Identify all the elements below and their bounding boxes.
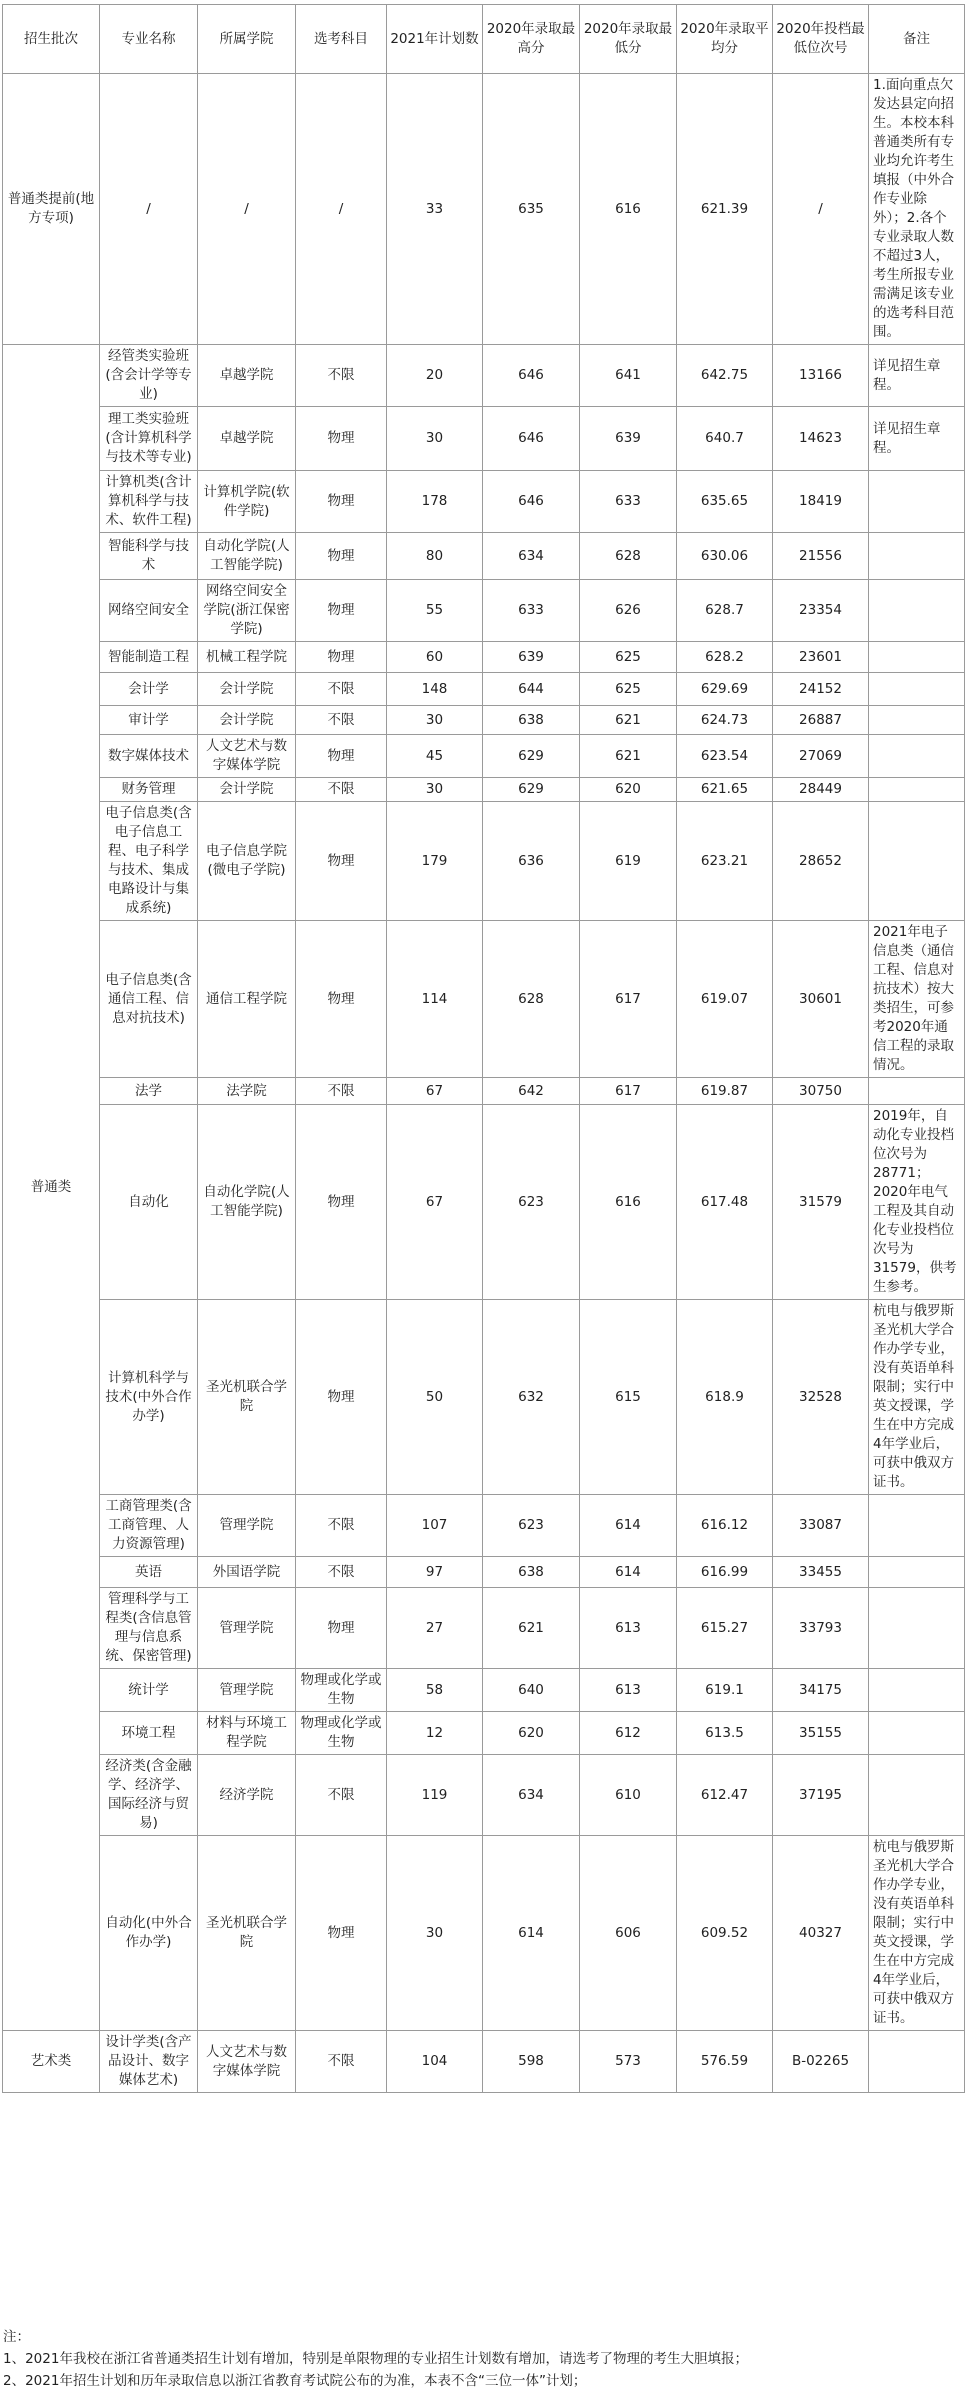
cell-note <box>869 1557 965 1588</box>
cell-plan: 179 <box>387 802 483 921</box>
cell-max-score: 614 <box>483 1836 580 2031</box>
header-batch: 招生批次 <box>3 5 100 74</box>
cell-min-score: 573 <box>580 2031 677 2093</box>
cell-plan: 58 <box>387 1669 483 1712</box>
cell-subject: / <box>296 74 387 345</box>
cell-plan: 30 <box>387 1836 483 2031</box>
cell-plan: 107 <box>387 1495 483 1557</box>
cell-plan: 67 <box>387 1105 483 1300</box>
cell-plan: 104 <box>387 2031 483 2093</box>
footnotes <box>3 2326 748 2392</box>
table-row <box>3 1755 965 1836</box>
cell-plan: 20 <box>387 345 483 407</box>
cell-min-score: 606 <box>580 1836 677 2031</box>
cell-major: 财务管理 <box>100 778 198 802</box>
cell-plan: 30 <box>387 706 483 735</box>
cell-min-score: 614 <box>580 1495 677 1557</box>
cell-subject: 物理 <box>296 735 387 778</box>
cell-major: 电子信息类(含通信工程、信息对抗技术) <box>100 921 198 1078</box>
cell-avg-score: 576.59 <box>677 2031 773 2093</box>
cell-max-score: 620 <box>483 1712 580 1755</box>
admissions-table <box>2 4 965 2093</box>
cell-subject: 物理 <box>296 1836 387 2031</box>
cell-avg-score: 630.06 <box>677 533 773 580</box>
table-row <box>3 802 965 921</box>
table-row <box>3 345 965 407</box>
cell-note: 杭电与俄罗斯圣光机大学合作办学专业，没有英语单科限制；实行中英文授课，学生在中方完成4年学业后，可获中俄双方证书。 <box>869 1836 965 2031</box>
cell-avg-score: 615.27 <box>677 1588 773 1669</box>
cell-min-rank: 33455 <box>773 1557 869 1588</box>
cell-college: 经济学院 <box>198 1755 296 1836</box>
cell-college: 材料与环境工程学院 <box>198 1712 296 1755</box>
cell-min-score: 617 <box>580 921 677 1078</box>
cell-plan: 33 <box>387 74 483 345</box>
cell-avg-score: 612.47 <box>677 1755 773 1836</box>
cell-major: 环境工程 <box>100 1712 198 1755</box>
table-row <box>3 1669 965 1712</box>
cell-avg-score: 619.07 <box>677 921 773 1078</box>
cell-note <box>869 735 965 778</box>
cell-max-score: 598 <box>483 2031 580 2093</box>
table-row <box>3 1078 965 1105</box>
cell-major: 网络空间安全 <box>100 580 198 642</box>
cell-batch: 普通类提前(地方专项) <box>3 74 100 345</box>
cell-plan: 27 <box>387 1588 483 1669</box>
cell-max-score: 634 <box>483 533 580 580</box>
cell-min-rank: 27069 <box>773 735 869 778</box>
cell-college: 圣光机联合学院 <box>198 1836 296 2031</box>
cell-min-rank: 23354 <box>773 580 869 642</box>
cell-max-score: 639 <box>483 642 580 673</box>
cell-subject: 不限 <box>296 1755 387 1836</box>
cell-note: 详见招生章程。 <box>869 407 965 471</box>
cell-min-rank: 32528 <box>773 1300 869 1495</box>
cell-max-score: 638 <box>483 1557 580 1588</box>
cell-major: 统计学 <box>100 1669 198 1712</box>
table-row <box>3 1712 965 1755</box>
cell-max-score: 636 <box>483 802 580 921</box>
table-row <box>3 735 965 778</box>
cell-subject: 物理 <box>296 533 387 580</box>
cell-plan: 45 <box>387 735 483 778</box>
cell-plan: 119 <box>387 1755 483 1836</box>
cell-subject: 不限 <box>296 1557 387 1588</box>
cell-plan: 60 <box>387 642 483 673</box>
cell-note <box>869 802 965 921</box>
cell-min-score: 616 <box>580 1105 677 1300</box>
cell-avg-score: 623.54 <box>677 735 773 778</box>
cell-note <box>869 642 965 673</box>
cell-subject: 物理或化学或生物 <box>296 1712 387 1755</box>
cell-subject: 不限 <box>296 345 387 407</box>
cell-major: 自动化 <box>100 1105 198 1300</box>
cell-max-score: 635 <box>483 74 580 345</box>
cell-plan: 30 <box>387 778 483 802</box>
cell-note <box>869 2031 965 2093</box>
cell-avg-score: 616.99 <box>677 1557 773 1588</box>
header-subject: 选考科目 <box>296 5 387 74</box>
cell-college: 人文艺术与数字媒体学院 <box>198 735 296 778</box>
cell-college: 管理学院 <box>198 1588 296 1669</box>
cell-note <box>869 471 965 533</box>
cell-max-score: 629 <box>483 735 580 778</box>
cell-min-rank: 18419 <box>773 471 869 533</box>
cell-major: 理工类实验班(含计算机科学与技术等专业) <box>100 407 198 471</box>
cell-batch: 普通类 <box>3 345 100 2031</box>
cell-min-score: 620 <box>580 778 677 802</box>
cell-subject: 物理 <box>296 642 387 673</box>
cell-college: 通信工程学院 <box>198 921 296 1078</box>
cell-avg-score: 624.73 <box>677 706 773 735</box>
cell-subject: 不限 <box>296 1495 387 1557</box>
cell-min-rank: 14623 <box>773 407 869 471</box>
cell-subject: 不限 <box>296 778 387 802</box>
cell-min-rank: 28449 <box>773 778 869 802</box>
cell-note <box>869 1669 965 1712</box>
table-row <box>3 74 965 345</box>
cell-min-rank: B-02265 <box>773 2031 869 2093</box>
cell-min-rank: 33087 <box>773 1495 869 1557</box>
cell-note <box>869 778 965 802</box>
cell-min-rank: 31579 <box>773 1105 869 1300</box>
cell-note <box>869 1495 965 1557</box>
cell-avg-score: 609.52 <box>677 1836 773 2031</box>
cell-college: 卓越学院 <box>198 407 296 471</box>
cell-college: 管理学院 <box>198 1669 296 1712</box>
cell-min-rank: 30750 <box>773 1078 869 1105</box>
cell-min-rank: 34175 <box>773 1669 869 1712</box>
cell-subject: 物理 <box>296 407 387 471</box>
table-row <box>3 407 965 471</box>
cell-max-score: 628 <box>483 921 580 1078</box>
cell-min-score: 625 <box>580 642 677 673</box>
cell-min-score: 626 <box>580 580 677 642</box>
header-college: 所属学院 <box>198 5 296 74</box>
cell-subject: 不限 <box>296 1078 387 1105</box>
cell-plan: 148 <box>387 673 483 706</box>
cell-college: 管理学院 <box>198 1495 296 1557</box>
cell-min-rank: 28652 <box>773 802 869 921</box>
cell-avg-score: 635.65 <box>677 471 773 533</box>
footnote-2: 2、2021年招生计划和历年录取信息以浙江省教育考试院公布的为准，本表不含“三位一体”计划； <box>3 2373 587 2389</box>
cell-subject: 物理 <box>296 1588 387 1669</box>
table-row <box>3 1557 965 1588</box>
cell-college: 计算机学院(软件学院) <box>198 471 296 533</box>
cell-min-rank: 23601 <box>773 642 869 673</box>
cell-college: 外国语学院 <box>198 1557 296 1588</box>
cell-plan: 50 <box>387 1300 483 1495</box>
table-row <box>3 1836 965 2031</box>
header-min-rank: 2020年投档最低位次号 <box>773 5 869 74</box>
cell-plan: 114 <box>387 921 483 1078</box>
cell-plan: 178 <box>387 471 483 533</box>
cell-college: 网络空间安全学院(浙江保密学院) <box>198 580 296 642</box>
cell-note: 详见招生章程。 <box>869 345 965 407</box>
cell-avg-score: 640.7 <box>677 407 773 471</box>
cell-max-score: 646 <box>483 407 580 471</box>
cell-subject: 物理 <box>296 802 387 921</box>
cell-note: 2021年电子信息类（通信工程、信息对抗技术）按大类招生，可参考2020年通信工程的录取情况。 <box>869 921 965 1078</box>
footnote-1: 1、2021年我校在浙江省普通类招生计划有增加，特别是单限物理的专业招生计划数有增加，请选考了物理的考生大胆填报； <box>3 2351 748 2367</box>
cell-max-score: 634 <box>483 1755 580 1836</box>
cell-note: 2019年，自动化专业投档位次号为28771；2020年电气工程及其自动化专业投档位次号为31579，供考生参考。 <box>869 1105 965 1300</box>
cell-major: 经管类实验班(含会计学等专业) <box>100 345 198 407</box>
cell-college: 机械工程学院 <box>198 642 296 673</box>
cell-subject: 物理或化学或生物 <box>296 1669 387 1712</box>
footnote-title: 注： <box>3 2329 30 2345</box>
table-row <box>3 642 965 673</box>
cell-avg-score: 618.9 <box>677 1300 773 1495</box>
cell-college: 自动化学院(人工智能学院) <box>198 1105 296 1300</box>
cell-max-score: 633 <box>483 580 580 642</box>
cell-min-score: 613 <box>580 1669 677 1712</box>
cell-major: 英语 <box>100 1557 198 1588</box>
cell-major: 智能制造工程 <box>100 642 198 673</box>
cell-avg-score: 628.7 <box>677 580 773 642</box>
cell-avg-score: 628.2 <box>677 642 773 673</box>
cell-min-score: 628 <box>580 533 677 580</box>
cell-major: 计算机科学与技术(中外合作办学) <box>100 1300 198 1495</box>
cell-college: 自动化学院(人工智能学院) <box>198 533 296 580</box>
cell-college: 卓越学院 <box>198 345 296 407</box>
cell-college: 会计学院 <box>198 706 296 735</box>
table-row <box>3 706 965 735</box>
cell-subject: 物理 <box>296 921 387 1078</box>
table-row <box>3 921 965 1078</box>
cell-note: 1.面向重点欠发达县定向招生。本校本科普通类所有专业均允许考生填报（中外合作专业除外）；2.各个专业录取人数不超过3人，考生所报专业需满足该专业的选考科目范围。 <box>869 74 965 345</box>
cell-avg-score: 617.48 <box>677 1105 773 1300</box>
cell-major: 电子信息类(含电子信息工程、电子科学与技术、集成电路设计与集成系统) <box>100 802 198 921</box>
header-max-score: 2020年录取最高分 <box>483 5 580 74</box>
cell-min-score: 639 <box>580 407 677 471</box>
cell-min-score: 641 <box>580 345 677 407</box>
cell-plan: 55 <box>387 580 483 642</box>
cell-subject: 不限 <box>296 2031 387 2093</box>
cell-avg-score: 629.69 <box>677 673 773 706</box>
cell-college: 圣光机联合学院 <box>198 1300 296 1495</box>
cell-min-rank: 30601 <box>773 921 869 1078</box>
cell-max-score: 621 <box>483 1588 580 1669</box>
cell-min-score: 610 <box>580 1755 677 1836</box>
cell-major: 审计学 <box>100 706 198 735</box>
cell-avg-score: 642.75 <box>677 345 773 407</box>
header-major: 专业名称 <box>100 5 198 74</box>
cell-major: 智能科学与技术 <box>100 533 198 580</box>
cell-college: 会计学院 <box>198 778 296 802</box>
cell-max-score: 623 <box>483 1495 580 1557</box>
cell-college: 电子信息学院(微电子学院) <box>198 802 296 921</box>
cell-max-score: 646 <box>483 345 580 407</box>
cell-avg-score: 616.12 <box>677 1495 773 1557</box>
cell-note <box>869 1078 965 1105</box>
cell-plan: 12 <box>387 1712 483 1755</box>
cell-major: 工商管理类(含工商管理、人力资源管理) <box>100 1495 198 1557</box>
cell-plan: 80 <box>387 533 483 580</box>
cell-note: 杭电与俄罗斯圣光机大学合作办学专业，没有英语单科限制；实行中英文授课，学生在中方完成4年学业后，可获中俄双方证书。 <box>869 1300 965 1495</box>
cell-note <box>869 673 965 706</box>
cell-min-rank: 24152 <box>773 673 869 706</box>
header-min-score: 2020年录取最低分 <box>580 5 677 74</box>
cell-avg-score: 621.39 <box>677 74 773 345</box>
header-row <box>3 5 965 74</box>
cell-min-score: 621 <box>580 706 677 735</box>
cell-avg-score: 623.21 <box>677 802 773 921</box>
cell-major: 管理科学与工程类(含信息管理与信息系统、保密管理) <box>100 1588 198 1669</box>
cell-plan: 97 <box>387 1557 483 1588</box>
cell-max-score: 642 <box>483 1078 580 1105</box>
cell-subject: 物理 <box>296 471 387 533</box>
cell-max-score: 623 <box>483 1105 580 1300</box>
cell-college: 人文艺术与数字媒体学院 <box>198 2031 296 2093</box>
cell-major: 设计学类(含产品设计、数字媒体艺术) <box>100 2031 198 2093</box>
cell-major: 自动化(中外合作办学) <box>100 1836 198 2031</box>
cell-avg-score: 619.87 <box>677 1078 773 1105</box>
cell-min-score: 613 <box>580 1588 677 1669</box>
cell-min-rank: 35155 <box>773 1712 869 1755</box>
cell-min-score: 614 <box>580 1557 677 1588</box>
cell-major: 数字媒体技术 <box>100 735 198 778</box>
table-row <box>3 533 965 580</box>
cell-subject: 不限 <box>296 706 387 735</box>
cell-major: / <box>100 74 198 345</box>
cell-note <box>869 1712 965 1755</box>
cell-major: 经济类(含金融学、经济学、国际经济与贸易) <box>100 1755 198 1836</box>
cell-college: / <box>198 74 296 345</box>
cell-max-score: 632 <box>483 1300 580 1495</box>
cell-subject: 物理 <box>296 580 387 642</box>
header-plan: 2021年计划数 <box>387 5 483 74</box>
cell-min-score: 619 <box>580 802 677 921</box>
cell-min-rank: 26887 <box>773 706 869 735</box>
table-row <box>3 1300 965 1495</box>
cell-note <box>869 580 965 642</box>
table-row <box>3 580 965 642</box>
cell-avg-score: 621.65 <box>677 778 773 802</box>
cell-min-score: 633 <box>580 471 677 533</box>
cell-min-score: 616 <box>580 74 677 345</box>
cell-major: 会计学 <box>100 673 198 706</box>
table-row <box>3 778 965 802</box>
cell-min-rank: 13166 <box>773 345 869 407</box>
cell-max-score: 640 <box>483 1669 580 1712</box>
cell-college: 法学院 <box>198 1078 296 1105</box>
cell-subject: 不限 <box>296 673 387 706</box>
cell-avg-score: 619.1 <box>677 1669 773 1712</box>
table-row <box>3 673 965 706</box>
cell-min-rank: 37195 <box>773 1755 869 1836</box>
cell-subject: 物理 <box>296 1105 387 1300</box>
cell-note <box>869 1588 965 1669</box>
cell-major: 法学 <box>100 1078 198 1105</box>
cell-note <box>869 1755 965 1836</box>
table-row <box>3 1105 965 1300</box>
cell-plan: 67 <box>387 1078 483 1105</box>
cell-batch: 艺术类 <box>3 2031 100 2093</box>
cell-min-rank: 33793 <box>773 1588 869 1669</box>
cell-max-score: 644 <box>483 673 580 706</box>
cell-college: 会计学院 <box>198 673 296 706</box>
cell-note <box>869 706 965 735</box>
cell-max-score: 646 <box>483 471 580 533</box>
cell-major: 计算机类(含计算机科学与技术、软件工程) <box>100 471 198 533</box>
cell-min-score: 612 <box>580 1712 677 1755</box>
header-avg-score: 2020年录取平均分 <box>677 5 773 74</box>
table-row <box>3 471 965 533</box>
cell-min-rank: 40327 <box>773 1836 869 2031</box>
cell-min-score: 617 <box>580 1078 677 1105</box>
table-row <box>3 1495 965 1557</box>
header-note: 备注 <box>869 5 965 74</box>
cell-min-rank: 21556 <box>773 533 869 580</box>
cell-min-rank: / <box>773 74 869 345</box>
cell-plan: 30 <box>387 407 483 471</box>
cell-avg-score: 613.5 <box>677 1712 773 1755</box>
table-row <box>3 2031 965 2093</box>
cell-min-score: 625 <box>580 673 677 706</box>
cell-max-score: 629 <box>483 778 580 802</box>
cell-min-score: 621 <box>580 735 677 778</box>
cell-max-score: 638 <box>483 706 580 735</box>
cell-note <box>869 533 965 580</box>
table-row <box>3 1588 965 1669</box>
cell-min-score: 615 <box>580 1300 677 1495</box>
cell-subject: 物理 <box>296 1300 387 1495</box>
